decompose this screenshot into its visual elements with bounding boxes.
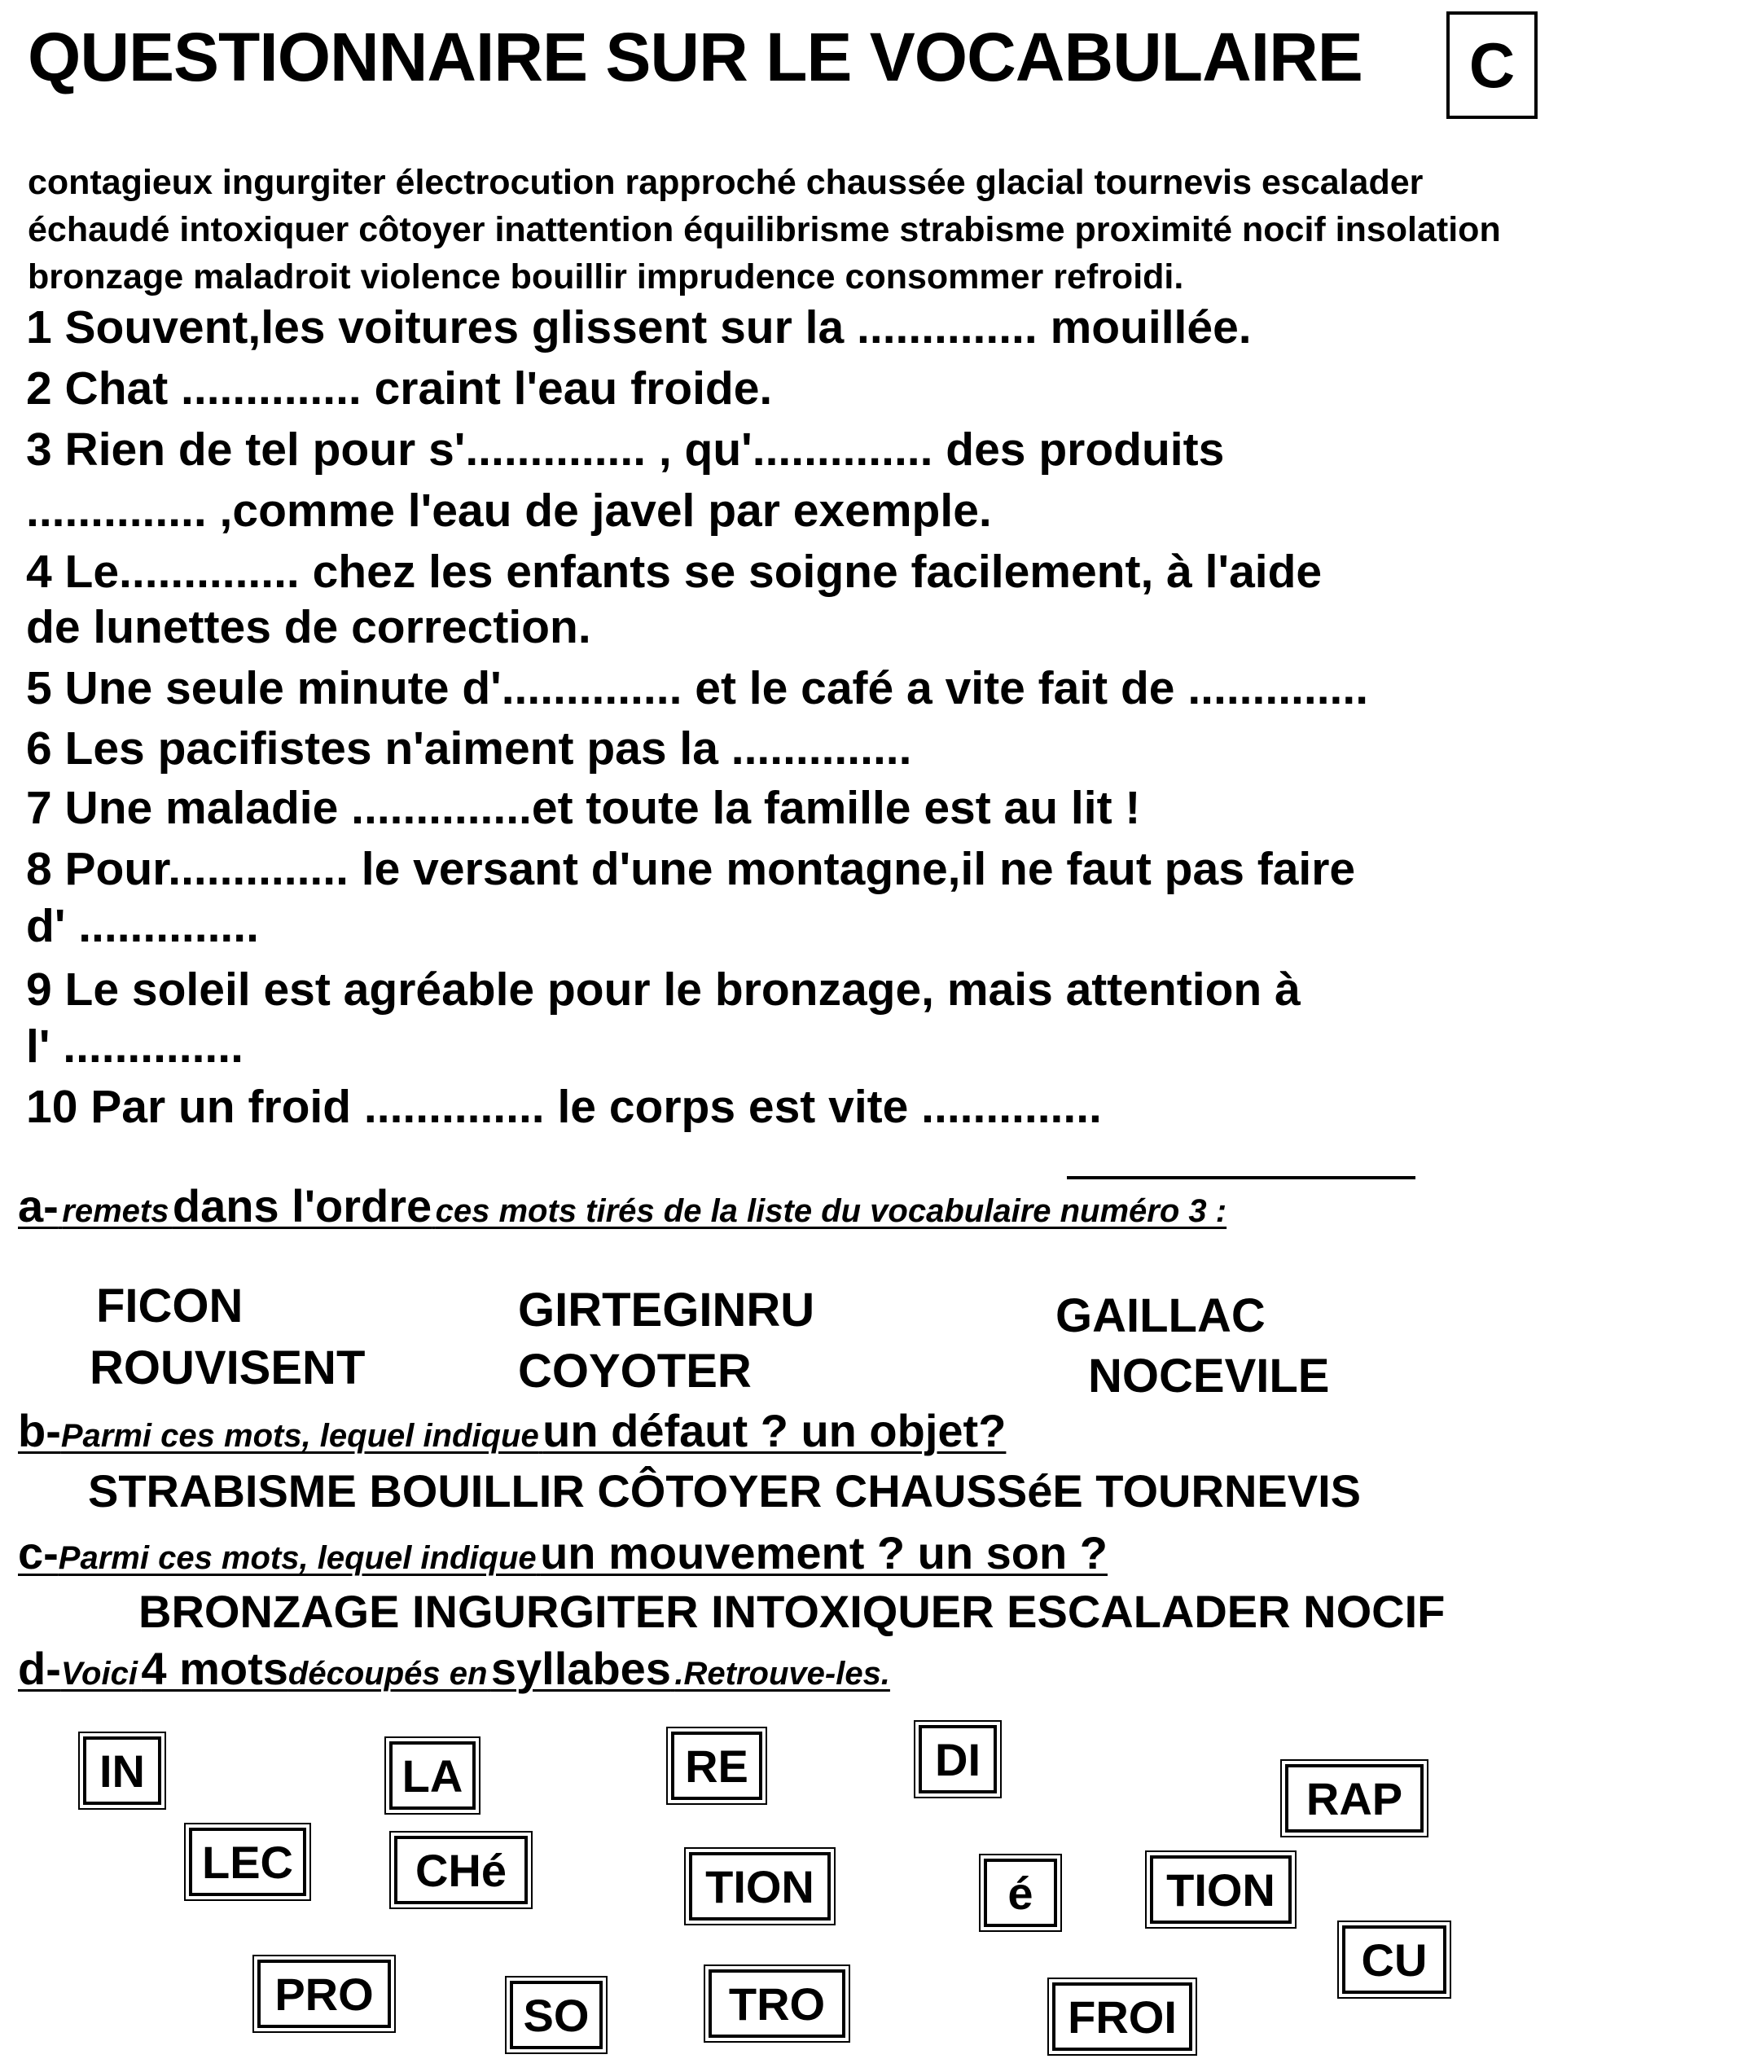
question-line: 5 Une seule minute d'.............. et le café a vite fait de ..............: [26, 662, 1369, 714]
section-c-heading: [18, 1526, 1108, 1579]
section-a-text: ces mots tirés de la liste du vocabulaire numéro 3 :: [435, 1193, 1227, 1229]
section-b-words: STRABISME BOUILLIR CÔTOYER CHAUSSéE TOURNEVIS: [88, 1465, 1361, 1517]
syllable-box: é: [984, 1859, 1057, 1927]
syllable-box: RE: [671, 1732, 762, 1800]
syllable-box: SO: [510, 1981, 603, 2049]
section-d-text: découpés en: [287, 1656, 488, 1692]
question-line: 8 Pour.............. le versant d'une montagne,il ne faut pas faire: [26, 843, 1356, 895]
section-b-text: Parmi ces mots, lequel indique: [60, 1418, 539, 1454]
scrambled-word: COYOTER: [518, 1345, 752, 1398]
section-c-text: Parmi ces mots, lequel indique: [58, 1540, 537, 1576]
section-d-text: 4 mots: [141, 1643, 288, 1694]
syllable-box: LEC: [189, 1828, 306, 1896]
section-c-prefix: c-: [18, 1527, 59, 1578]
syllable-box: CU: [1342, 1925, 1446, 1994]
syllable-box: CHé: [394, 1836, 528, 1904]
syllable-box: FROI: [1052, 1982, 1192, 2051]
section-b-prefix: b-: [18, 1405, 61, 1456]
scrambled-word: FICON: [96, 1280, 244, 1332]
section-d-text: Voici: [60, 1656, 138, 1692]
section-d-text: syllabes: [490, 1643, 671, 1694]
question-line: 3 Rien de tel pour s'.............. , qu'.............. des produits: [26, 424, 1225, 476]
section-d-text: .Retrouve-les.: [674, 1656, 890, 1692]
scrambled-word: GIRTEGINRU: [518, 1284, 815, 1337]
word-list-line: contagieux ingurgiter électrocution rapproché chaussée glacial tournevis escalader: [28, 163, 1424, 202]
section-c-text: un mouvement ? un son ?: [540, 1527, 1108, 1578]
syllable-box: IN: [83, 1736, 161, 1805]
question-line: de lunettes de correction.: [26, 601, 591, 653]
section-d-heading: [18, 1642, 890, 1695]
question-line: .............. ,comme l'eau de javel par exemple.: [26, 485, 992, 537]
question-line: 4 Le.............. chez les enfants se soigne facilement, à l'aide: [26, 546, 1323, 598]
question-line: 7 Une maladie ..............et toute la famille est au lit !: [26, 782, 1141, 834]
question-line: 10 Par un froid .............. le corps est vite ..............: [26, 1081, 1102, 1133]
level-letter-box: C: [1446, 11, 1538, 119]
section-a-text: dans l'ordre: [172, 1180, 432, 1231]
section-a-prefix: a-: [18, 1180, 59, 1231]
syllable-box: TION: [689, 1852, 831, 1921]
page-title: QUESTIONNAIRE SUR LE VOCABULAIRE: [28, 19, 1362, 95]
section-a-heading: [18, 1179, 1226, 1232]
question-line: d' ..............: [26, 900, 259, 952]
word-list-line: échaudé intoxiquer côtoyer inattention équilibrisme strabisme proximité nocif insolation: [28, 210, 1501, 249]
section-b-text: un défaut ? un objet?: [542, 1405, 1007, 1456]
question-line: 1 Souvent,les voitures glissent sur la .............. mouillée.: [26, 301, 1252, 353]
question-line: 9 Le soleil est agréable pour le bronzage, mais attention à: [26, 964, 1301, 1016]
scrambled-word: ROUVISENT: [90, 1341, 366, 1394]
question-line: l' ..............: [26, 1021, 244, 1073]
syllable-box: LA: [389, 1741, 476, 1810]
scrambled-word: GAILLAC: [1055, 1289, 1266, 1342]
syllable-box: TRO: [709, 1969, 845, 2038]
section-c-words: BRONZAGE INGURGITER INTOXIQUER ESCALADER NOCIF: [138, 1586, 1446, 1637]
syllable-box: DI: [919, 1725, 997, 1793]
syllable-box: RAP: [1285, 1764, 1424, 1833]
section-d-prefix: d-: [18, 1643, 61, 1694]
word-list-line: bronzage maladroit violence bouillir imprudence consommer refroidi.: [28, 257, 1184, 296]
section-b-heading: [18, 1404, 1006, 1457]
section-a-text: remets: [62, 1193, 169, 1229]
question-line: 6 Les pacifistes n'aiment pas la ..............: [26, 722, 912, 775]
syllable-box: PRO: [257, 1960, 391, 2028]
question-line: 2 Chat .............. craint l'eau froide.: [26, 362, 773, 415]
syllable-box: TION: [1150, 1855, 1292, 1924]
scrambled-word: NOCEVILE: [1088, 1350, 1330, 1403]
